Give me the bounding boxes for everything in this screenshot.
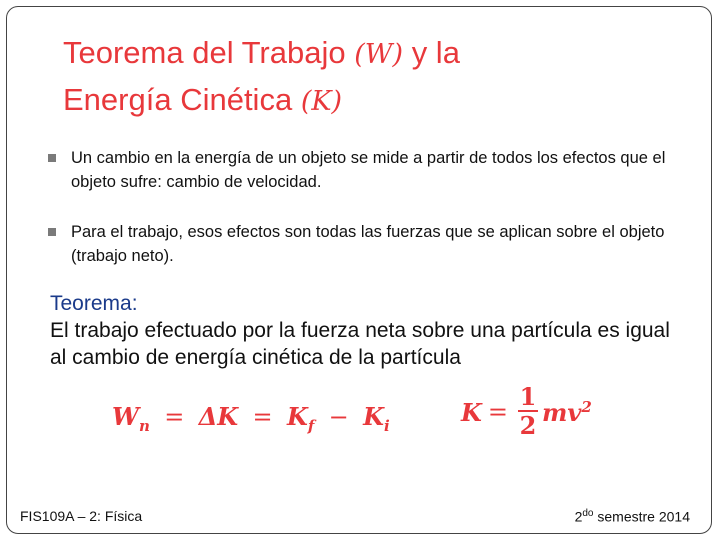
theorem-block <box>50 290 690 371</box>
title-text-2: Energía Cinética <box>63 82 293 117</box>
semester-number: 2 <box>574 508 583 525</box>
title-suffix: y la <box>411 35 460 70</box>
theorem-heading: Teorema: <box>50 292 138 315</box>
formula-mv <box>542 398 592 427</box>
slide-title <box>63 30 683 124</box>
footer-course: FIS109A – 2: Física <box>20 508 143 524</box>
kinetic-energy-formula <box>461 384 592 440</box>
title-line-2 <box>63 77 683 124</box>
formula-k-initial: K <box>363 402 384 431</box>
formula-k-initial-sub: i <box>384 417 390 435</box>
fraction-numerator: 1 <box>519 382 537 411</box>
fraction-denominator: 2 <box>519 411 537 440</box>
bullet-text: Un cambio en la energía de un objeto se mide a partir de todos los efectos que el objeto sufre: cambio de velocidad. <box>71 149 666 191</box>
title-symbol-w: (W) <box>354 39 404 70</box>
title-symbol-k: (K) <box>300 86 343 117</box>
bullet-square-icon <box>48 228 56 236</box>
bullet-text: Para el trabajo, esos efectos son todas las fuerzas que se aplican sobre el objeto (trabajo neto). <box>71 223 665 265</box>
bullet-square-icon <box>48 154 56 162</box>
formula-w: W <box>112 402 139 431</box>
theorem-text: El trabajo efectuado por la fuerza neta sobre una partícula es igual al cambio de energía cinética de la partícula <box>50 319 670 369</box>
formula-k-final: K <box>287 402 308 431</box>
formula-exponent: 2 <box>581 397 592 416</box>
formula-equals: = <box>487 398 508 426</box>
footer-semester <box>575 508 690 525</box>
bullet-item <box>48 146 688 194</box>
title-text-1: Teorema del Trabajo <box>63 35 346 70</box>
semester-suffix: do <box>582 508 594 519</box>
formula-equals: = <box>164 403 185 431</box>
bullet-list <box>48 146 688 294</box>
formula-mv-text: mv <box>541 397 582 427</box>
formula-fraction <box>518 384 538 440</box>
bullet-item <box>48 220 688 268</box>
formula-w-sub: n <box>138 417 150 435</box>
formula-minus: − <box>328 403 349 431</box>
work-energy-formula <box>112 402 390 435</box>
semester-text: semestre 2014 <box>593 508 690 525</box>
formula-equals: = <box>252 403 273 431</box>
formula-k-final-sub: f <box>307 417 315 435</box>
formula-delta-k: ΔK <box>198 402 239 431</box>
title-line-1 <box>63 30 683 77</box>
formula-k: K <box>461 397 482 427</box>
